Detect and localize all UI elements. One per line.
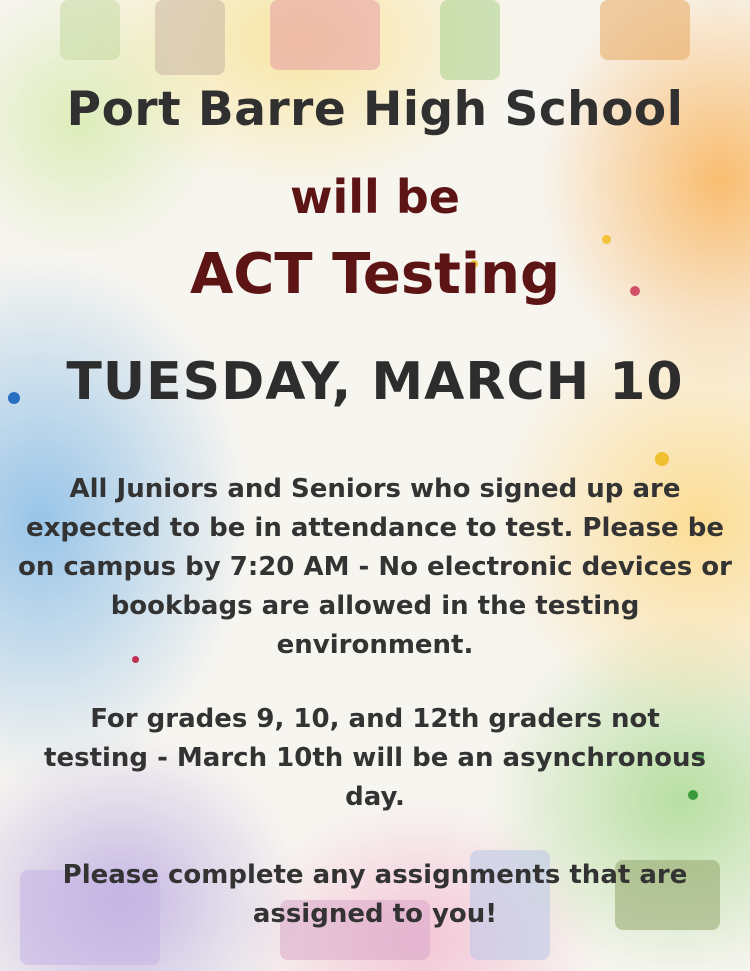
event-title: ACT Testing xyxy=(189,242,561,307)
school-name: Port Barre High School xyxy=(66,82,684,137)
non-testing-grades-notice: For grades 9, 10, and 12th graders not testing - March 10th will be an asynchronous day. xyxy=(44,704,706,812)
event-date: TUESDAY, MARCH 10 xyxy=(66,352,684,412)
assignments-reminder: Please complete any assignments that are assigned to you! xyxy=(62,860,688,929)
attendance-instructions: All Juniors and Seniors who signed up are expected to be in attendance to test. Please be on campus by 7:20 AM - No electronic devices or bookbags are allowed in the testing environment. xyxy=(18,474,732,660)
will-be-text: will be xyxy=(290,170,460,224)
